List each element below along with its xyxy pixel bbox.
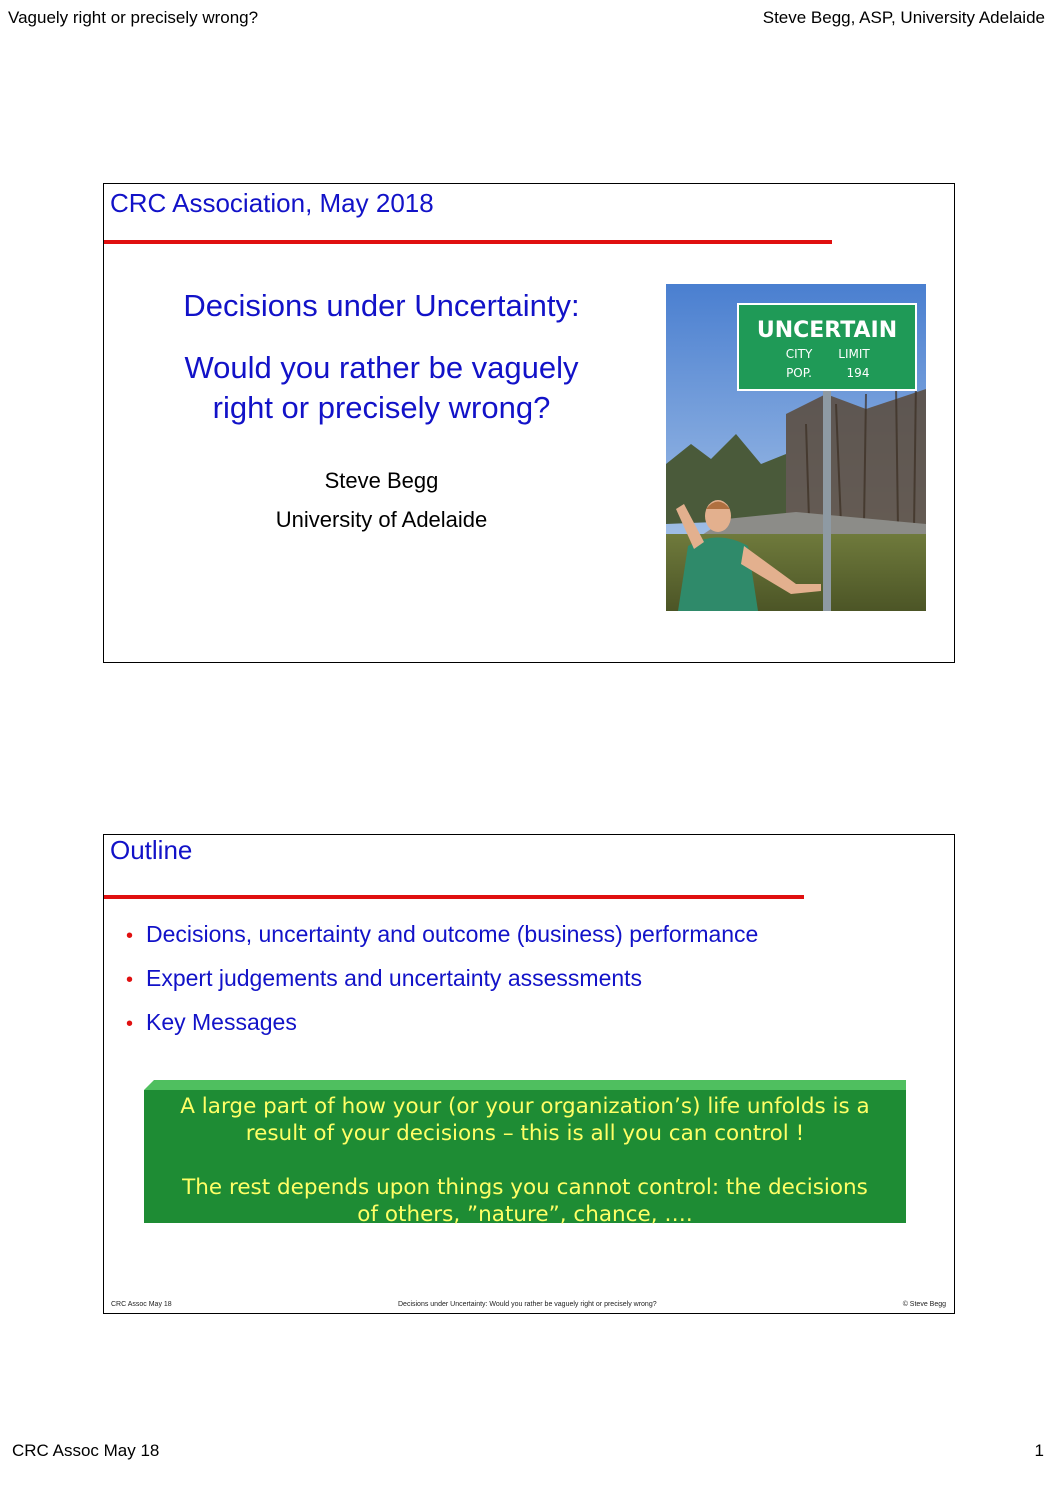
title-rule [104, 240, 832, 244]
uncertain-sign-photo [666, 284, 926, 611]
key-message-line1: A large part of how your (or your organization’s) life unfolds is a [180, 1094, 870, 1119]
key-message-line4: of others, ”nature”, chance, …. [357, 1202, 693, 1227]
sign-pop: POP. [786, 366, 812, 380]
key-message-line2: result of your decisions – this is all you can control ! [245, 1121, 805, 1146]
page-number: 1 [1034, 1441, 1044, 1460]
author-name: Steve Begg [324, 468, 439, 493]
title-slide [103, 183, 955, 663]
key-message-line3: The rest depends upon things you cannot control: the decisions [182, 1175, 868, 1200]
outline-bullet [126, 961, 758, 1005]
outline-bullet [126, 1005, 758, 1049]
bullet-dot: • [126, 925, 134, 947]
slide-footer-right: © Steve Begg [902, 1301, 946, 1308]
sign-city: CITY [785, 347, 813, 361]
bullet-dot: • [126, 1013, 134, 1035]
page-header-right: Steve Begg, ASP, University Adelaide [762, 8, 1045, 27]
main-title-line3: right or precisely wrong? [212, 390, 551, 425]
bullet-text: Expert judgements and uncertainty assessments [146, 965, 643, 991]
outline-slide [103, 834, 955, 1314]
bullet-dot: • [126, 969, 134, 991]
outline-bullet-list [126, 917, 758, 1049]
outline-bullet [126, 917, 758, 961]
slide-event-title: CRC Association, May 2018 [110, 188, 434, 218]
sign-limit: LIMIT [838, 347, 870, 361]
bullet-text: Key Messages [146, 1009, 297, 1035]
bullet-text: Decisions, uncertainty and outcome (business) performance [146, 921, 759, 947]
main-title-line1: Decisions under Uncertainty: [183, 288, 580, 323]
author-affiliation: University of Adelaide [275, 507, 488, 532]
outline-rule [104, 895, 804, 899]
sign-pop-value: 194 [846, 366, 870, 380]
photo-illustration [666, 284, 926, 611]
slide-footer-center: Decisions under Uncertainty: Would you rather be vaguely right or precisely wrong? [398, 1301, 657, 1308]
outline-title: Outline [110, 835, 193, 865]
slide-footer-left: CRC Assoc May 18 [111, 1301, 172, 1308]
main-title-line2: Would you rather be vaguely [184, 350, 579, 385]
page-footer-left: CRC Assoc May 18 [12, 1441, 160, 1460]
sign-name: UNCERTAIN [756, 318, 898, 343]
key-message-box [144, 1080, 906, 1227]
page-header-left: Vaguely right or precisely wrong? [8, 8, 259, 27]
